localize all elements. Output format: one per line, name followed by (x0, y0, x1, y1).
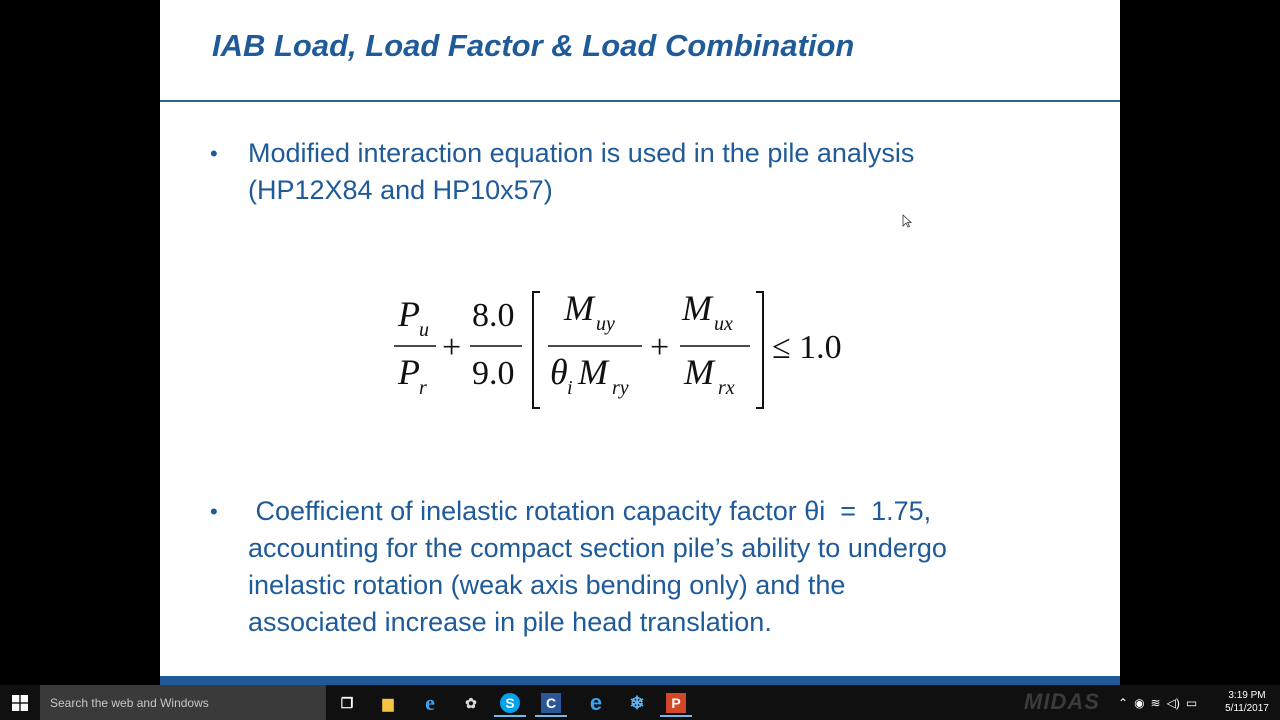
snowflake-app-icon[interactable]: ❄ (629, 692, 645, 713)
wifi-icon[interactable]: ≋ (1150, 695, 1161, 710)
mouse-pointer-icon (902, 214, 912, 228)
eq-coef-den: 9.0 (472, 355, 515, 392)
taskbar-clock[interactable] (1222, 689, 1272, 715)
fraction-mux (680, 288, 750, 399)
eq-term2-num: M (564, 288, 594, 328)
powerpoint-icon[interactable]: P (666, 693, 686, 713)
eq-term3-den: M (684, 352, 714, 392)
fraction-pu-pr (394, 294, 436, 399)
eq-term2-den-theta: θ (550, 352, 568, 392)
notification-icon[interactable]: ▭ (1185, 695, 1198, 710)
interaction-equation (386, 280, 866, 420)
eq-term1-num: P (398, 294, 420, 334)
bullet-line: Coefficient of inelastic rotation capacity factor θi = 1.75, (248, 496, 932, 526)
eq-plus-2: + (650, 329, 670, 366)
bullet-line: inelastic rotation (weak axis bending only) and the (248, 570, 846, 600)
eq-term3-num: M (682, 288, 712, 328)
volume-icon[interactable]: ◁) (1166, 695, 1180, 710)
slide-footer-bar (160, 676, 1120, 685)
fraction-muy (548, 288, 642, 399)
bullet-line: (HP12X84 and HP10x57) (248, 175, 553, 205)
citrix-icon[interactable]: C (541, 693, 561, 713)
chevron-up-icon[interactable]: ⌃ (1118, 695, 1129, 710)
bullet-line: accounting for the compact section pile’s ability to undergo (248, 533, 947, 563)
eq-term2-den-sub: ry (612, 377, 629, 399)
eq-term1-num-sub: u (419, 319, 429, 341)
search-placeholder: Search the web and Windows (50, 695, 209, 710)
eq-term1-den: P (398, 352, 420, 392)
bullet-text (248, 493, 1088, 641)
start-button[interactable] (0, 685, 40, 720)
clock-date: 5/11/2017 (1225, 703, 1269, 714)
clock-time: 3:19 PM (1228, 690, 1266, 701)
taskbar-search-box[interactable] (40, 685, 326, 720)
bullet-marker: • (210, 141, 218, 166)
fraction-coefficient (470, 297, 522, 392)
system-tray (1118, 685, 1228, 720)
windows-taskbar (0, 685, 1280, 720)
network-globe-icon[interactable]: ◉ (1134, 695, 1145, 710)
eq-term1-den-sub: r (419, 377, 427, 399)
eq-rhs: ≤ 1.0 (772, 329, 842, 366)
task-view-icon[interactable]: ❐ (340, 694, 354, 711)
bullet-text (248, 135, 1088, 209)
app-icon[interactable]: ✿ (465, 694, 477, 711)
eq-term3-den-sub: rx (718, 377, 735, 399)
eq-plus-1: + (442, 329, 462, 366)
eq-term2-den: M (578, 352, 608, 392)
midas-watermark-logo: MIDAS (1024, 689, 1100, 714)
presentation-slide (160, 0, 1120, 685)
skype-icon[interactable]: S (500, 693, 520, 713)
bullet-line: Modified interaction equation is used in the pile analysis (248, 138, 915, 168)
slide-title: IAB Load, Load Factor & Load Combination (212, 28, 855, 63)
windows-logo-icon (12, 695, 28, 711)
title-divider (160, 100, 1120, 102)
edge-icon[interactable]: e (589, 690, 603, 715)
eq-term3-num-sub: ux (714, 313, 733, 335)
eq-coef-num: 8.0 (472, 297, 515, 334)
eq-term2-den-theta-sub: i (567, 377, 573, 399)
bullet-marker: • (210, 499, 218, 524)
file-explorer-icon[interactable]: ▆ (382, 694, 394, 711)
bullet-line: associated increase in pile head translation. (248, 607, 772, 637)
eq-term2-num-sub: uy (596, 313, 615, 335)
internet-explorer-icon[interactable]: e (425, 690, 435, 715)
